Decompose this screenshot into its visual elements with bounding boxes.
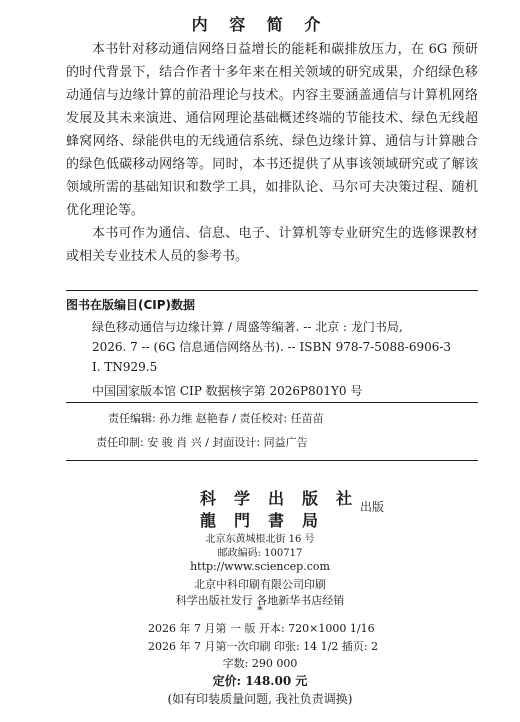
page-title: 内 容 简 介 bbox=[191, 15, 329, 34]
price: 定价: 148.00 元 bbox=[212, 674, 308, 688]
cip-heading: 图书在版编目(CIP)数据 bbox=[66, 298, 196, 312]
publisher-name: 科学出版社 bbox=[200, 489, 371, 508]
quality-notice: (如有印装质量问题, 我社负责调换) bbox=[167, 692, 353, 706]
publisher-name-secondary: 龍門書局 bbox=[200, 511, 337, 530]
cip-record-number: 中国国家版本馆 CIP 数据核字第 2026P801Y0 号 bbox=[92, 384, 363, 398]
staff-top-rule bbox=[66, 402, 478, 403]
editor-credits: 责任编辑: 孙力维 赵艳春 / 责任校对: 任苗苗 bbox=[108, 412, 324, 425]
printing-line: 2026 年 7 月第一次印刷 印张: 14 1/2 插页: 2 bbox=[148, 640, 379, 653]
production-credits: 责任印制: 安 骏 肖 兴 / 封面设计: 同益广告 bbox=[96, 436, 308, 449]
word-count: 字数: 290 000 bbox=[222, 657, 298, 670]
cip-line: 2026. 7 -- (6G 信息通信网络丛书). -- ISBN 978-7-5088-6906-3 bbox=[92, 340, 452, 354]
publisher-postcode: 邮政编码: 100717 bbox=[217, 548, 303, 559]
publisher-address: 北京东黄城根北街 16 号 bbox=[205, 534, 315, 545]
distributor: 科学出版社发行 各地新华书店经销 bbox=[175, 594, 345, 607]
edition-line: 2026 年 7 月第 一 版 开本: 720×1000 1/16 bbox=[148, 622, 375, 635]
publisher-logo-block bbox=[200, 488, 385, 532]
cip-classification: Ⅰ. TN929.5 bbox=[92, 360, 158, 374]
publisher-url: http://www.sciencep.com bbox=[190, 560, 330, 573]
cip-top-rule bbox=[66, 290, 478, 291]
printer: 北京中科印刷有限公司印刷 bbox=[194, 578, 326, 591]
summary-paragraph-2: 本书可作为通信、信息、电子、计算机等专业研究生的选修课教材或相关专业技术人员的参考书。 bbox=[66, 226, 478, 264]
separator-star: * bbox=[257, 604, 263, 617]
summary-paragraph-1: 本书针对移动通信网络日益增长的能耗和碳排放压力，在 6G 预研的时代背景下，结合作者十多年来在相关领域的研究成果，介绍绿色移动通信与边缘计算的前沿理论与技术。内容主要涵盖通信与计算机网络发展及其未来演进、通信网理论基础概述终端的节能技术、绿色无线超蜂窝网络、绿能供电的无线通信系统、绿色边缘计算、通信与计算融合的绿色低碳移动网络等。同时，本书还提供了从事该领域研究或了解该领域所需的基础知识和数学工具，如排队论、马尔可夫决策过程、随机优化理论等。 bbox=[66, 42, 478, 218]
staff-bottom-rule bbox=[66, 460, 478, 461]
cip-line: 绿色移动通信与边缘计算 / 周盛等编著. -- 北京 : 龙门书局, bbox=[92, 320, 403, 334]
publisher-suffix: 出版 bbox=[360, 500, 385, 514]
